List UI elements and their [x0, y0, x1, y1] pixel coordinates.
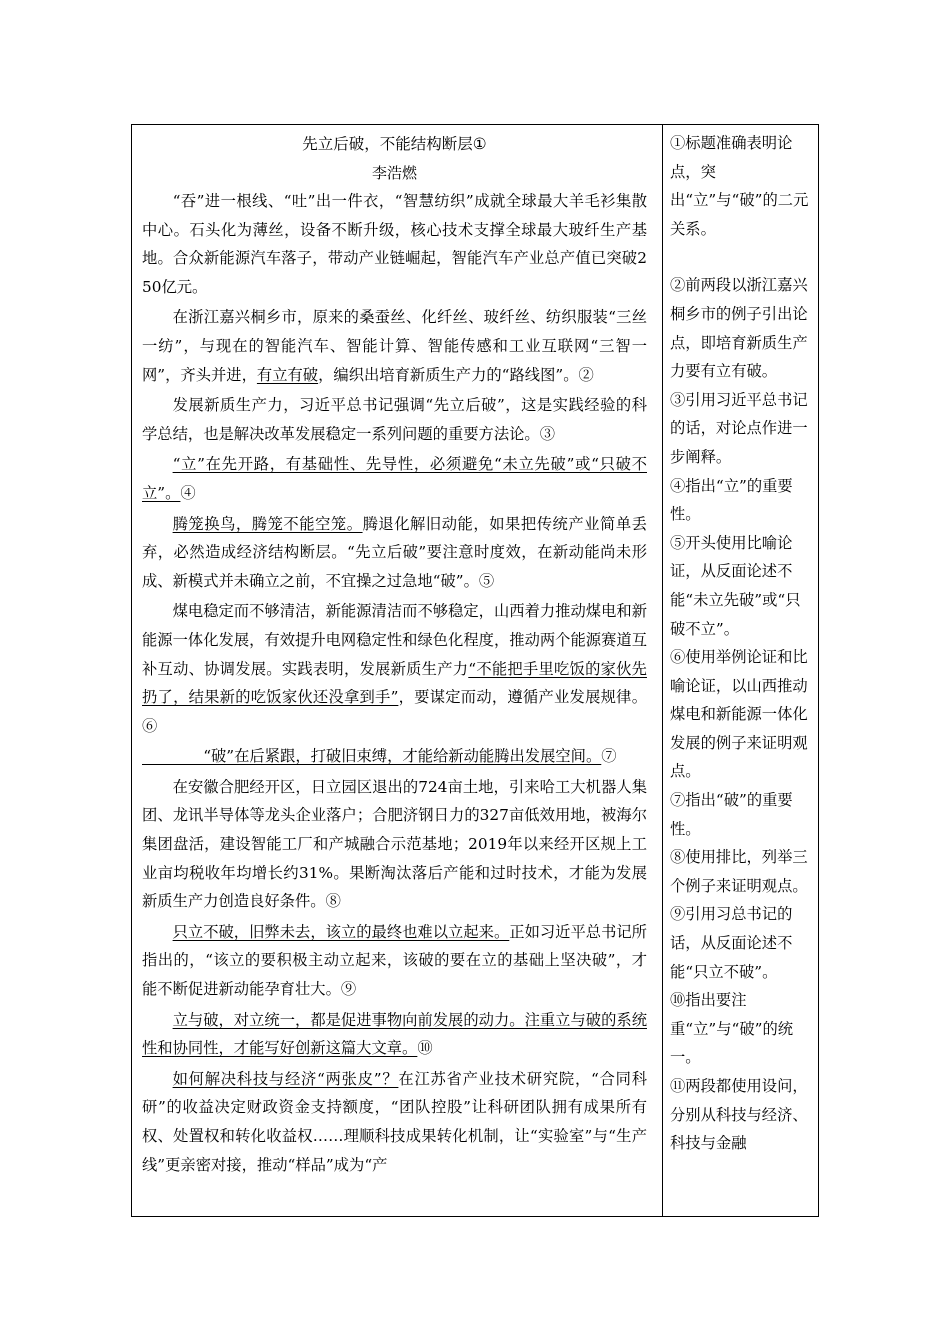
note-10: ⑩指出要注重“立”与“破”的统一。 — [670, 991, 794, 1067]
notes-column — [670, 129, 810, 1158]
paragraph-4: “立”在先开路，有基础性、先导性，必须避免“未立先破”或“只破不立”。④ — [142, 455, 647, 502]
note-spacer — [670, 243, 810, 271]
article-title: 先立后破，不能结构断层① — [302, 135, 487, 153]
underlined-text: 只立不破，旧弊未去，该立的最终也难以立起来。 — [172, 922, 510, 941]
article-author: 李浩燃 — [371, 164, 417, 182]
article-column — [142, 129, 647, 1181]
note-11: ⑪两段都使用设问，分别从科技与经济、科技与金融 — [670, 1077, 808, 1153]
underlined-text: 如何解决科技与经济“两张皮”？ — [172, 1069, 399, 1088]
paragraph-7: “破”在后紧跟，打破旧束缚，才能给新动能腾出发展空间。⑦ — [142, 747, 617, 766]
annotation-table — [131, 124, 819, 1217]
paragraph-3: 发展新质生产力，习近平总书记强调“先立后破”，这是实践经验的科学总结，也是解决改革发展稳定一系列问题的重要方法论。③ — [142, 396, 647, 443]
note-3: ③引用习近平总书记的话，对论点作进一步阐释。 — [670, 390, 808, 466]
underlined-text: 腾笼换鸟，腾笼不能空笼。 — [172, 514, 363, 533]
note-8: ⑧使用排比，列举三个例子来证明观点。 — [670, 848, 808, 895]
underlined-text: “破”在后紧跟，打破旧束缚，才能给新动能腾出发展空间。 — [142, 747, 602, 766]
column-divider — [662, 125, 663, 1216]
underlined-text: “不能把手里吃饭的家伙先扔了，结果新的吃饭家伙还没拿到手” — [142, 659, 647, 707]
paragraph-10: 立与破，对立统一，都是促进事物向前发展的动力。注重立与破的系统性和协同性，才能写好创新这篇大文章。⑩ — [142, 1010, 647, 1058]
paragraph-9: 只立不破，旧弊未去，该立的最终也难以立起来。正如习近平总书记所指出的，“该立的要积极主动立起来，该破的要在立的基础上坚决破”，才能不断促进新动能孕育壮大。⑨ — [142, 922, 647, 999]
note-9: ⑨引用习总书记的话，从反面论述不能“只立不破”。 — [670, 905, 793, 981]
paragraph-1: “吞”进一根线、“吐”出一件衣，“智慧纺织”成就全球最大羊毛衫集散中心。石头化为薄丝，设备不断升级，核心技术支撑全球最大玻纤生产基地。合众新能源汽车落子，带动产业链崛起，智能汽车产业总产值已突破250亿元。 — [142, 192, 647, 296]
note-5: ⑤开头使用比喻论证，从反面论述不能“未立先破”或“只破不立”。 — [670, 533, 801, 638]
paragraph-11: 如何解决科技与经济“两张皮”？在江苏省产业技术研究院，“合同科研”的收益决定财政资金支持额度，“团队控股”让科研团队拥有成果所有权、处置权和转化收益权……理顺科技成果转化机制，让“实验室”与“生产线”更亲密对接，推动“样品”成为“产 — [142, 1069, 647, 1174]
underlined-text: 有立有破 — [256, 365, 319, 384]
paragraph-2: 在浙江嘉兴桐乡市，原来的桑蚕丝、化纤丝、玻纤丝、纺织服装“三丝一纺”，与现在的智能汽车、智能计算、智能传感和工业互联网“三智一网”，齐头并进，有立有破，编织出培育新质生产力的“路线图”。② — [142, 308, 647, 384]
note-2: ②前两段以浙江嘉兴桐乡市的例子引出论点，即培育新质生产力要有立有破。 — [670, 276, 808, 381]
note-7: ⑦指出“破”的重要性。 — [670, 791, 793, 838]
paragraph-6: 煤电稳定而不够清洁，新能源清洁而不够稳定，山西着力推动煤电和新能源一体化发展，有效提升电网稳定性和绿色化程度，推动两个能源赛道互补互动、协调发展。实践表明，发展新质生产力“不能把手里吃饭的家伙先扔了，结果新的吃饭家伙还没拿到手”，要谋定而动，遵循产业发展规律。⑥ — [142, 602, 647, 735]
underlined-text: 立与破，对立统一，都是促进事物向前发展的动力。注重立与破的系统性和协同性，才能写好创新这篇大文章。 — [142, 1010, 647, 1058]
note-1: ①标题准确表明论点，突出“立”与“破”的二元关系。 — [670, 134, 809, 238]
paragraph-5: 腾笼换鸟，腾笼不能空笼。腾退化解旧动能，如果把传统产业简单丢弃，必然造成经济结构断层。“先立后破”要注意时度效，在新动能尚未形成、新模式并未确立之前，不宜操之过急地“破”。⑤ — [142, 514, 647, 590]
note-6: ⑥使用举例论证和比喻论证，以山西推动煤电和新能源一体化发展的例子来证明观点。 — [670, 648, 808, 781]
underlined-text: “立”在先开路，有基础性、先导性，必须避免“未立先破”或“只破不立”。 — [142, 455, 647, 502]
note-4: ④指出“立”的重要性。 — [670, 476, 793, 524]
paragraph-8: 在安徽合肥经开区，日立园区退出的724亩土地，引来哈工大机器人集团、龙讯半导体等龙头企业落户；合肥济钢日力的327亩低效用地，被海尔集团盘活，建设智能工厂和产城融合示范基地；2019年以来经开区规上工业亩均税收年均增长约31%。果断淘汰落后产能和过时技术，才能为发展新质生产力创造良好条件。⑧ — [142, 777, 647, 911]
